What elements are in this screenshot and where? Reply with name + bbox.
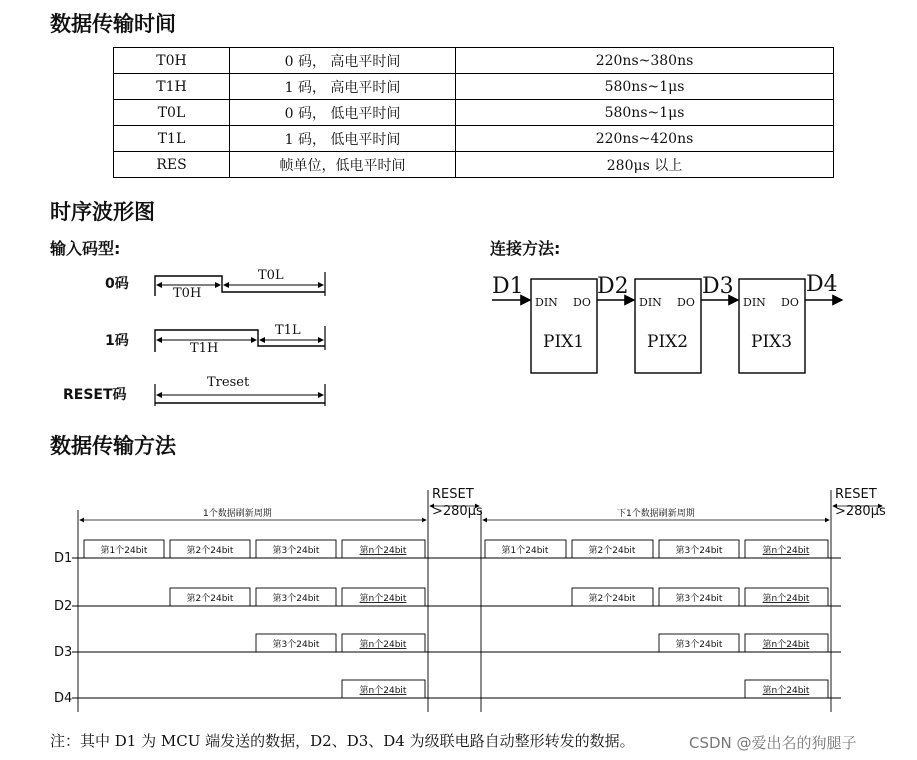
bit-label: 第n个24bit [359,594,407,604]
row-desc: 1 码， 高电平时间 [230,74,456,100]
bit-label: 第3个24bit [675,546,723,556]
bit-label: 第n个24bit [359,686,407,696]
bit-label: 第3个24bit [272,594,320,604]
pix2-box [635,279,701,373]
line-label-d4: D4 [54,691,73,706]
bit-label: 第n个24bit [359,640,407,650]
bit-label: 第2个24bit [588,594,636,604]
row-value: 580ns~1μs [456,74,834,100]
bit-label: 第n个24bit [762,686,810,696]
pin-do: DO [781,296,799,309]
t1l-label: T1L [275,323,301,338]
input-code-subheading: 输入码型: [50,239,121,258]
t1h-label: T1H [190,341,219,356]
d3-label: D3 [702,274,734,299]
row-name: T1H [114,74,230,100]
reset-time-label: >280μs [432,504,483,519]
d1-label: D1 [492,274,524,299]
pix3-box [739,279,805,373]
connection-subheading: 连接方法: [490,239,561,258]
code-waveforms [63,268,325,406]
bit-label: 第n个24bit [762,594,810,604]
connection-diagram [492,272,842,373]
waveform-heading: 时序波形图 [50,200,155,224]
row-value: 280μs 以上 [456,152,834,178]
row-value: 220ns~380ns [456,48,834,74]
pin-do: DO [573,296,591,309]
bit-label: 第n个24bit [762,546,810,556]
period2-label: 下1个数据刷新周期 [617,509,695,519]
bit-label: 第2个24bit [186,546,234,556]
d2-label: D2 [597,274,629,299]
reset-time-label: >280μs [835,504,886,519]
pix3-label: PIX3 [751,332,793,352]
bit-label: 第1个24bit [501,546,549,556]
pin-din: DIN [743,296,766,309]
bit-label: 第n个24bit [359,546,407,556]
row-value: 220ns~420ns [456,126,834,152]
reset-label: RESET [835,487,877,502]
transfer-diagram [54,487,886,712]
t0l-label: T0L [258,268,284,283]
row-desc: 1 码， 低电平时间 [230,126,456,152]
pix1-box [531,279,597,373]
row-desc: 0 码， 低电平时间 [230,100,456,126]
line-label-d1: D1 [54,551,73,566]
pix2-label: PIX2 [647,332,689,352]
bit-label: 第3个24bit [272,546,320,556]
bit-label: 第n个24bit [762,640,810,650]
bit-label: 第3个24bit [272,640,320,650]
reset-label: RESET [432,487,474,502]
bit-label: 第2个24bit [186,594,234,604]
bit-label: 第3个24bit [675,594,723,604]
method-heading: 数据传输方法 [50,434,176,458]
row-desc: 帧单位，低电平时间 [230,152,456,178]
one-code-label: 1码 [105,333,129,349]
pix1-label: PIX1 [543,332,585,352]
d4-label: D4 [806,272,838,297]
line-label-d2: D2 [54,599,73,614]
timing-heading: 数据传输时间 [50,12,176,36]
zero-code-label: 0码 [105,276,129,292]
reset-code-label: RESET码 [63,387,127,403]
period1-label: 1个数据刷新周期 [203,509,272,519]
row-name: T1L [114,126,230,152]
pin-din: DIN [535,296,558,309]
footnote: 注：其中 D1 为 MCU 端发送的数据，D2、D3、D4 为级联电路自动整形转发的数据。 [50,732,635,750]
bit-label: 第1个24bit [100,546,148,556]
treset-label: Treset [207,375,250,390]
line-label-d3: D3 [54,645,73,660]
bit-label: 第3个24bit [675,640,723,650]
row-name: T0L [114,100,230,126]
watermark: CSDN @爱出名的狗腿子 [689,734,857,752]
row-desc: 0 码， 高电平时间 [230,48,456,74]
bit-label: 第2个24bit [588,546,636,556]
t0h-label: T0H [173,286,202,301]
row-name: T0H [114,48,230,74]
row-name: RES [114,152,230,178]
row-value: 580ns~1μs [456,100,834,126]
pin-din: DIN [639,296,662,309]
pin-do: DO [677,296,695,309]
